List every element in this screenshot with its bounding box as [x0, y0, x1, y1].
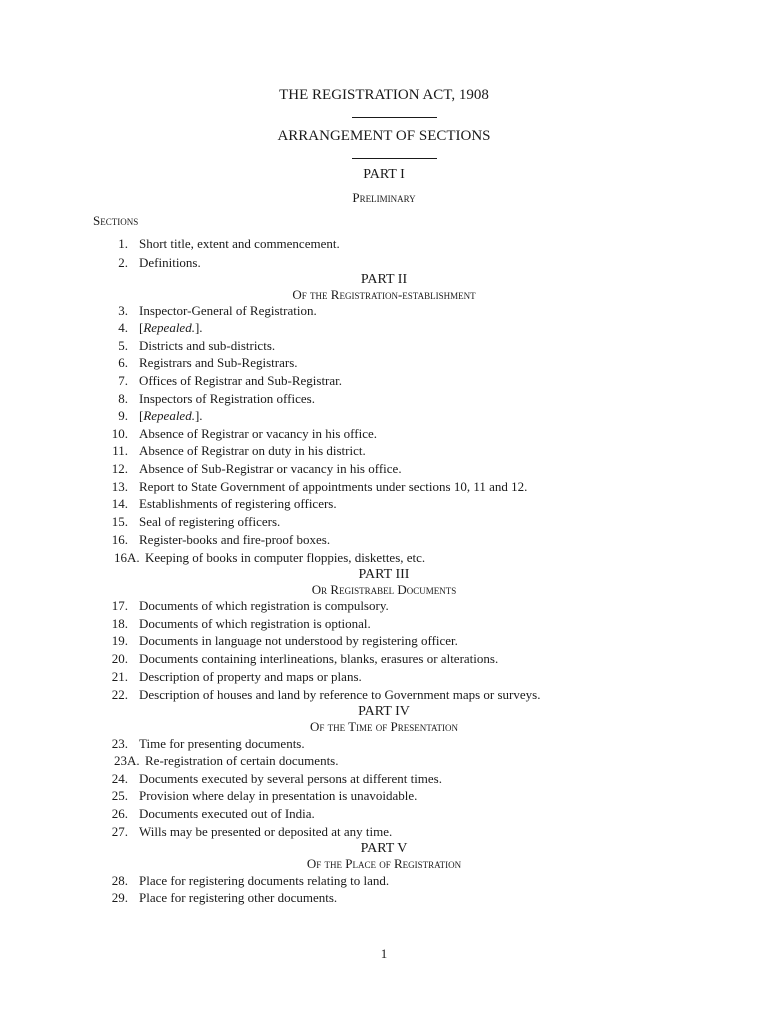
part-5-label: PART V [360, 841, 408, 856]
sections-label: Sections [93, 213, 139, 228]
part-1-label: PART I [363, 167, 405, 182]
arrangement-divider [352, 158, 437, 159]
document-page: THE REGISTRATION ACT, 1908 ARRANGEMENT OF SECTIONS PART I Preliminary Sections 1. Short title, extent and commencement. 2. Definitions. PART II Of the Registration-establishment 3. Inspector-General of Registration. 4. [Repealed.]. 5. Districts and sub-districts. 6. Registrars and Sub-Registrars. 7. Offices of Registrar and Sub-Registrar. 8. Inspectors of Registration offices. 9. [Repealed.]. 10. Absence of Registrar or vacancy in his office. 11. Absence of Registrar on duty in his district. 12. Absence of Sub-Registrar or vacancy in his office. 13. Report to State Government of appointments under sections 10, 11 and 12. 14. Establishments of registering officers. 15. Seal of registering officers. 16. Register-books and fire-proof boxes. 16A. Keeping of books in computer floppies, diskettes, etc. PART III Or Registrabel Documents 17. Documents of which registration is compulsory. 18. Documents of which registration is optional. 19. Documents in language not understood by registering officer. 20. Documents containing interlineations, blanks, erasures or alterations. 21. Description of property and maps or plans. 22. Description of houses and land by reference to Government maps or surveys. PART IV Of the Time of Presentation 23. Time for presenting documents. 23A. Re-registration of certain documents. 24. Documents executed by several persons at different times. 25. Provision where delay in presentation is unavoidable. 26. Documents executed out of India. 27. Wills may be presented or deposited at any time. PART V Of the Place of Registration 28. Place for registering documents relating to land. 29. Place for registering other documents. 1 [0, 0, 768, 1024]
part-2-label: PART II [360, 272, 408, 287]
part-2-subtitle: Of the Registration-establishment [292, 287, 476, 302]
part-3-label: PART III [358, 567, 410, 582]
arrangement-heading: ARRANGEMENT OF SECTIONS [277, 128, 491, 144]
page-number: 1 [380, 946, 388, 961]
title-divider [352, 117, 437, 118]
part-4-label: PART IV [358, 704, 410, 719]
part-4-subtitle: Of the Time of Presentation [309, 719, 459, 734]
act-title: THE REGISTRATION ACT, 1908 [279, 87, 489, 103]
part-3-subtitle: Or Registrabel Documents [311, 582, 457, 597]
part-1-subtitle: Preliminary [352, 190, 416, 205]
part-5-subtitle: Of the Place of Registration [306, 856, 462, 871]
